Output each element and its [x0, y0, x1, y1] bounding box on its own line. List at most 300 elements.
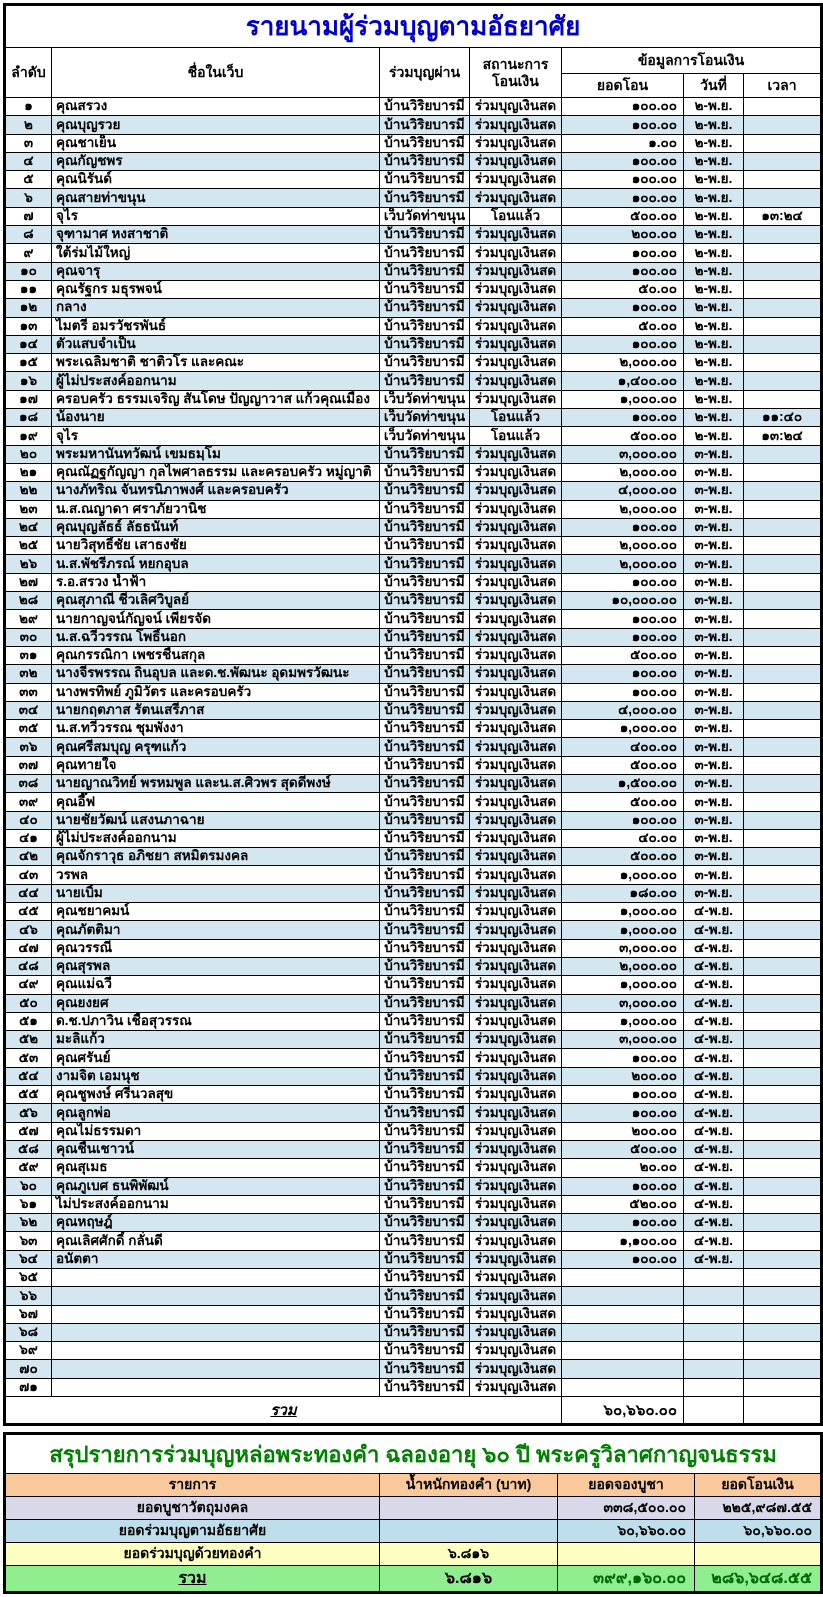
cell-name: นายกฤตภาส รัตนเสรีภาส: [52, 701, 380, 719]
table-row: [5, 1497, 822, 1520]
cell-name: น้องนาย: [52, 409, 380, 427]
cell-date: ๒-พ.ย.: [684, 134, 744, 152]
cell-status: ร่วมบุญเงินสด: [470, 482, 562, 500]
cell-index: ๑๒: [5, 299, 52, 317]
cell-time: [744, 189, 822, 207]
cell-name: งามจิต เอมนุช: [52, 1067, 380, 1085]
cell-amount: [562, 1342, 684, 1360]
table-row: [5, 939, 822, 957]
table-row: [5, 226, 822, 244]
cell-time: [744, 994, 822, 1012]
cell-time: [744, 1177, 822, 1195]
table-row: [5, 1031, 822, 1049]
cell-amount: ๒,๐๐๐.๐๐: [562, 354, 684, 372]
cell-amount: ๕๐๐.๐๐: [562, 793, 684, 811]
table-row: [5, 134, 822, 152]
cell-amount: ๒,๐๐๐.๐๐: [562, 463, 684, 481]
summary-total-row: [5, 1566, 822, 1593]
cell-amount: [562, 1305, 684, 1323]
cell-channel: เว็บวัดท่าขนุน: [380, 409, 470, 427]
cell-index: ๓๗: [5, 756, 52, 774]
cell-name: คุณหฤษฎ์: [52, 1214, 380, 1232]
table-row: [5, 354, 822, 372]
table-row: [5, 280, 822, 298]
cell-name: จุไร: [52, 207, 380, 225]
cell-index: ๗๐: [5, 1360, 52, 1378]
table-row: [5, 409, 822, 427]
cell-status: ร่วมบุญเงินสด: [470, 848, 562, 866]
cell-amount: ๑,๐๐๐.๐๐: [562, 720, 684, 738]
cell-name: คุณสายท่าขนุน: [52, 189, 380, 207]
cell-index: ๓๒: [5, 665, 52, 683]
cell-time: [744, 372, 822, 390]
table-row: [5, 116, 822, 134]
cell-time: [744, 1122, 822, 1140]
table-row: [5, 445, 822, 463]
cell-time: [744, 262, 822, 280]
cell-name: คุณณัฏฐกัญญา กุลไพศาลธรรม และครอบครัว หมู่ญาติ: [52, 463, 380, 481]
cell-channel: บ้านวิริยบารมี: [380, 1086, 470, 1104]
cell-index: ๔๗: [5, 939, 52, 957]
cell-booked: [558, 1543, 695, 1566]
cell-amount: ๑๐๐.๐๐: [562, 665, 684, 683]
cell-amount: ๑๐๐.๐๐: [562, 335, 684, 353]
summary-total-gold-weight: ๖.๘๑๖: [380, 1566, 558, 1593]
table-row: [5, 335, 822, 353]
cell-amount: ๒,๐๐๐.๐๐: [562, 957, 684, 975]
table-row: [5, 390, 822, 408]
table-row: [5, 1378, 822, 1396]
title-row: [5, 5, 822, 48]
cell-time: [744, 848, 822, 866]
col-header-status: สถานะการโอนเงิน: [470, 48, 562, 98]
cell-date: ๔-พ.ย.: [684, 921, 744, 939]
cell-status: ร่วมบุญเงินสด: [470, 317, 562, 335]
cell-date: ๔-พ.ย.: [684, 1104, 744, 1122]
cell-amount: ๑๐๐.๐๐: [562, 518, 684, 536]
cell-status: ร่วมบุญเงินสด: [470, 152, 562, 170]
cell-index: ๑๕: [5, 354, 52, 372]
cell-time: [744, 1104, 822, 1122]
cell-date: ๒-พ.ย.: [684, 207, 744, 225]
cell-name: [52, 1287, 380, 1305]
cell-channel: บ้านวิริยบารมี: [380, 280, 470, 298]
cell-amount: ๑๐๐.๐๐: [562, 1177, 684, 1195]
table-row: [5, 152, 822, 170]
cell-channel: บ้านวิริยบารมี: [380, 555, 470, 573]
cell-time: [744, 592, 822, 610]
cell-amount: ๒๐๐.๐๐: [562, 1122, 684, 1140]
cell-gold-weight: ๖.๘๑๖: [380, 1543, 558, 1566]
cell-time: [744, 957, 822, 975]
cell-time: [744, 1269, 822, 1287]
cell-channel: บ้านวิริยบารมี: [380, 1140, 470, 1158]
cell-time: [744, 354, 822, 372]
cell-status: ร่วมบุญเงินสด: [470, 1122, 562, 1140]
cell-name: คุณกรรณิกา เพชรชื่นสกุล: [52, 646, 380, 664]
table-row: [5, 427, 822, 445]
cell-status: ร่วมบุญเงินสด: [470, 1323, 562, 1341]
cell-date: ๒-พ.ย.: [684, 409, 744, 427]
cell-date: ๓-พ.ย.: [684, 646, 744, 664]
cell-status: ร่วมบุญเงินสด: [470, 1214, 562, 1232]
cell-date: ๔-พ.ย.: [684, 994, 744, 1012]
cell-date: ๒-พ.ย.: [684, 244, 744, 262]
cell-amount: ๑๐,๐๐๐.๐๐: [562, 592, 684, 610]
cell-time: [744, 280, 822, 298]
cell-channel: เว็บวัดท่าขนุน: [380, 390, 470, 408]
cell-amount: ๑๐๐.๐๐: [562, 811, 684, 829]
cell-name: คุณนิรันด์: [52, 171, 380, 189]
cell-index: ๑๓: [5, 317, 52, 335]
cell-date: ๓-พ.ย.: [684, 592, 744, 610]
cell-date: ๓-พ.ย.: [684, 482, 744, 500]
cell-index: ๒๐: [5, 445, 52, 463]
cell-amount: ๒,๐๐๐.๐๐: [562, 555, 684, 573]
cell-channel: บ้านวิริยบารมี: [380, 500, 470, 518]
cell-index: ๗๑: [5, 1378, 52, 1396]
cell-amount: ๑๐๐.๐๐: [562, 1104, 684, 1122]
cell-name: ร.อ.สรวง น้ำฟ้า: [52, 573, 380, 591]
cell-name: คุณสรวง: [52, 98, 380, 116]
cell-channel: บ้านวิริยบารมี: [380, 1287, 470, 1305]
cell-amount: ๑๐๐.๐๐: [562, 1250, 684, 1268]
cell-name: คุณจารุ: [52, 262, 380, 280]
cell-amount: ๑,๐๐๐.๐๐: [562, 390, 684, 408]
cell-name: กลาง: [52, 299, 380, 317]
cell-channel: บ้านวิริยบารมี: [380, 299, 470, 317]
cell-date: ๔-พ.ย.: [684, 1177, 744, 1195]
cell-time: [744, 573, 822, 591]
cell-name: คุณชื่นเชาวน์: [52, 1140, 380, 1158]
cell-amount: ๑๐๐.๐๐: [562, 116, 684, 134]
total-time-empty: [744, 1397, 822, 1425]
cell-date: ๓-พ.ย.: [684, 518, 744, 536]
cell-index: ๔๔: [5, 884, 52, 902]
table-row: [5, 1250, 822, 1268]
cell-index: ๑๖: [5, 372, 52, 390]
cell-index: ๓๑: [5, 646, 52, 664]
cell-index: ๕๘: [5, 1140, 52, 1158]
cell-name: คุณจักราวุธ อภิชยา สหมิตรมงคล: [52, 848, 380, 866]
cell-time: [744, 903, 822, 921]
cell-index: ๑๙: [5, 427, 52, 445]
cell-name: คุณไม่ธรรมดา: [52, 1122, 380, 1140]
cell-status: ร่วมบุญเงินสด: [470, 537, 562, 555]
cell-name: พระมหานันทวัฒน์ เขมธมฺโม: [52, 445, 380, 463]
cell-amount: ๑๘๐.๐๐: [562, 884, 684, 902]
cell-name: พระเฉลิมชาติ ชาติวโร และคณะ: [52, 354, 380, 372]
cell-channel: บ้านวิริยบารมี: [380, 1250, 470, 1268]
cell-status: ร่วมบุญเงินสด: [470, 189, 562, 207]
cell-name: คุณภัตติมา: [52, 921, 380, 939]
cell-name: มะลิแก้ว: [52, 1031, 380, 1049]
cell-time: [744, 665, 822, 683]
cell-index: ๖๐: [5, 1177, 52, 1195]
donor-table: [3, 3, 823, 1426]
cell-index: ๒๑: [5, 463, 52, 481]
cell-date: [684, 1323, 744, 1341]
cell-name: นางจีรพรรณ ถิ่นอุบล และด.ช.พัฒนะ อุดมพรวัฒนะ: [52, 665, 380, 683]
table-row: [5, 1195, 822, 1213]
cell-name: คุณกัญชพร: [52, 152, 380, 170]
cell-time: [744, 1287, 822, 1305]
cell-name: คุณบุญรวย: [52, 116, 380, 134]
table-row: [5, 98, 822, 116]
cell-gold-weight: [380, 1520, 558, 1543]
table-row: [5, 262, 822, 280]
table-row: [5, 317, 822, 335]
cell-time: [744, 1159, 822, 1177]
cell-status: ร่วมบุญเงินสด: [470, 1086, 562, 1104]
cell-status: โอนแล้ว: [470, 207, 562, 225]
cell-time: [744, 463, 822, 481]
cell-amount: ๑๐๐.๐๐: [562, 683, 684, 701]
table-row: [5, 1214, 822, 1232]
cell-status: ร่วมบุญเงินสด: [470, 1305, 562, 1323]
cell-status: ร่วมบุญเงินสด: [470, 573, 562, 591]
cell-channel: บ้านวิริยบารมี: [380, 1177, 470, 1195]
cell-time: [744, 683, 822, 701]
cell-transferred: ๖๐,๖๖๐.๐๐: [695, 1520, 822, 1543]
cell-time: [744, 1140, 822, 1158]
table-row: [5, 573, 822, 591]
cell-date: ๔-พ.ย.: [684, 1214, 744, 1232]
cell-date: [684, 1269, 744, 1287]
cell-status: ร่วมบุญเงินสด: [470, 555, 562, 573]
cell-time: [744, 244, 822, 262]
cell-date: ๒-พ.ย.: [684, 335, 744, 353]
cell-index: ๔๖: [5, 921, 52, 939]
table-row: [5, 1012, 822, 1030]
cell-date: ๔-พ.ย.: [684, 1140, 744, 1158]
table-row: [5, 537, 822, 555]
cell-time: [744, 1250, 822, 1268]
cell-time: [744, 390, 822, 408]
cell-status: โอนแล้ว: [470, 427, 562, 445]
cell-amount: [562, 1360, 684, 1378]
cell-time: [744, 1067, 822, 1085]
summary-total-transferred: ๒๘๖,๖๔๘.๕๕: [695, 1566, 822, 1593]
cell-name: ตัวแสบจำเป็น: [52, 335, 380, 353]
cell-index: ๔๐: [5, 811, 52, 829]
cell-index: ๓๐: [5, 628, 52, 646]
cell-amount: ๔,๐๐๐.๐๐: [562, 482, 684, 500]
cell-status: ร่วมบุญเงินสด: [470, 811, 562, 829]
cell-date: ๒-พ.ย.: [684, 390, 744, 408]
cell-index: ๑๔: [5, 335, 52, 353]
cell-status: ร่วมบุญเงินสด: [470, 171, 562, 189]
cell-time: [744, 921, 822, 939]
cell-channel: บ้านวิริยบารมี: [380, 610, 470, 628]
cell-time: [744, 1305, 822, 1323]
cell-name: คุณสุรพล: [52, 957, 380, 975]
cell-status: ร่วมบุญเงินสด: [470, 280, 562, 298]
cell-channel: บ้านวิริยบารมี: [380, 98, 470, 116]
cell-name: คุณสุเมธ: [52, 1159, 380, 1177]
cell-name: คุณอี๊ฟ: [52, 793, 380, 811]
cell-channel: บ้านวิริยบารมี: [380, 354, 470, 372]
cell-channel: บ้านวิริยบารมี: [380, 317, 470, 335]
cell-name: คุณเลิศศักดิ์ กลั่นดี: [52, 1232, 380, 1250]
cell-channel: บ้านวิริยบารมี: [380, 518, 470, 536]
cell-status: ร่วมบุญเงินสด: [470, 720, 562, 738]
cell-date: ๓-พ.ย.: [684, 774, 744, 792]
cell-name: ผู้ไม่ประสงค์ออกนาม: [52, 829, 380, 847]
cell-amount: ๔,๐๐๐.๐๐: [562, 701, 684, 719]
cell-index: ๖๖: [5, 1287, 52, 1305]
cell-amount: ๑๐๐.๐๐: [562, 189, 684, 207]
cell-status: ร่วมบุญเงินสด: [470, 592, 562, 610]
cell-name: คุณศรันย์: [52, 1049, 380, 1067]
table-row: [5, 189, 822, 207]
table-row: [5, 372, 822, 390]
cell-channel: บ้านวิริยบารมี: [380, 921, 470, 939]
table-row: [5, 1232, 822, 1250]
cell-index: ๒: [5, 116, 52, 134]
cell-status: ร่วมบุญเงินสด: [470, 610, 562, 628]
cell-channel: บ้านวิริยบารมี: [380, 866, 470, 884]
cell-time: [744, 445, 822, 463]
cell-status: ร่วมบุญเงินสด: [470, 1049, 562, 1067]
cell-index: ๕๐: [5, 994, 52, 1012]
cell-channel: บ้านวิริยบารมี: [380, 1104, 470, 1122]
cell-status: ร่วมบุญเงินสด: [470, 1232, 562, 1250]
donor-rows: [5, 98, 822, 1397]
table-row: [5, 463, 822, 481]
cell-status: ร่วมบุญเงินสด: [470, 299, 562, 317]
cell-date: ๓-พ.ย.: [684, 811, 744, 829]
cell-time: [744, 335, 822, 353]
total-row: [5, 1397, 822, 1425]
cell-name: [52, 1342, 380, 1360]
cell-channel: บ้านวิริยบารมี: [380, 171, 470, 189]
summary-table: [3, 1432, 823, 1594]
cell-index: ๔๕: [5, 903, 52, 921]
cell-name: [52, 1305, 380, 1323]
cell-date: ๔-พ.ย.: [684, 1195, 744, 1213]
cell-date: ๓-พ.ย.: [684, 720, 744, 738]
cell-channel: บ้านวิริยบารมี: [380, 957, 470, 975]
cell-channel: บ้านวิริยบารมี: [380, 116, 470, 134]
cell-name: นางพรทิพย์ ภูมิวัตร และครอบครัว: [52, 683, 380, 701]
cell-index: ๔๒: [5, 848, 52, 866]
cell-status: ร่วมบุญเงินสด: [470, 683, 562, 701]
cell-date: ๒-พ.ย.: [684, 152, 744, 170]
cell-channel: บ้านวิริยบารมี: [380, 793, 470, 811]
table-row: [5, 646, 822, 664]
cell-name: นางภัทริณ จันทรนิภาพงศ์ และครอบครัว: [52, 482, 380, 500]
cell-index: ๔: [5, 152, 52, 170]
cell-index: ๒๖: [5, 555, 52, 573]
cell-date: ๔-พ.ย.: [684, 903, 744, 921]
cell-name: คุณบุญลัธธ์ ลัธธนันท์: [52, 518, 380, 536]
cell-name: จุฑามาศ หงสาชาติ: [52, 226, 380, 244]
cell-date: ๔-พ.ย.: [684, 1031, 744, 1049]
cell-transferred: ๒๒๕,๙๘๗.๕๕: [695, 1497, 822, 1520]
cell-name: น.ส.ณญาดา ศราภัยวานิช: [52, 500, 380, 518]
cell-channel: บ้านวิริยบารมี: [380, 701, 470, 719]
cell-time: [744, 738, 822, 756]
cell-date: ๓-พ.ย.: [684, 445, 744, 463]
cell-index: ๕๗: [5, 1122, 52, 1140]
cell-index: ๑๘: [5, 409, 52, 427]
cell-index: ๓๖: [5, 738, 52, 756]
cell-booked: ๖๐,๖๖๐.๐๐: [558, 1520, 695, 1543]
cell-time: [744, 1195, 822, 1213]
table-row: [5, 903, 822, 921]
cell-name: จุไร: [52, 427, 380, 445]
cell-index: ๕๒: [5, 1031, 52, 1049]
cell-amount: ๑๐๐.๐๐: [562, 152, 684, 170]
cell-date: ๔-พ.ย.: [684, 976, 744, 994]
cell-transferred: [695, 1543, 822, 1566]
cell-date: ๓-พ.ย.: [684, 555, 744, 573]
cell-date: [684, 1287, 744, 1305]
cell-time: [744, 482, 822, 500]
cell-channel: บ้านวิริยบารมี: [380, 994, 470, 1012]
cell-name: น.ส.ฉวีวรรณ โพธิ์นอก: [52, 628, 380, 646]
cell-channel: บ้านวิริยบารมี: [380, 244, 470, 262]
cell-date: ๓-พ.ย.: [684, 610, 744, 628]
cell-index: ๔๑: [5, 829, 52, 847]
cell-status: ร่วมบุญเงินสด: [470, 500, 562, 518]
cell-amount: ๑,๐๐๐.๐๐: [562, 976, 684, 994]
cell-status: ร่วมบุญเงินสด: [470, 372, 562, 390]
cell-time: [744, 317, 822, 335]
cell-time: [744, 1232, 822, 1250]
cell-time: [744, 610, 822, 628]
cell-channel: บ้านวิริยบารมี: [380, 646, 470, 664]
cell-date: ๓-พ.ย.: [684, 793, 744, 811]
cell-index: ๙: [5, 244, 52, 262]
table-row: [5, 482, 822, 500]
cell-date: ๔-พ.ย.: [684, 957, 744, 975]
cell-amount: ๕๐๐.๐๐: [562, 1140, 684, 1158]
cell-date: ๒-พ.ย.: [684, 116, 744, 134]
cell-name: [52, 1323, 380, 1341]
cell-status: ร่วมบุญเงินสด: [470, 1269, 562, 1287]
cell-name: ผู้ไม่ประสงค์ออกนาม: [52, 372, 380, 390]
cell-amount: ๑๐๐.๐๐: [562, 1049, 684, 1067]
cell-status: ร่วมบุญเงินสด: [470, 1177, 562, 1195]
cell-channel: บ้านวิริยบารมี: [380, 189, 470, 207]
cell-name: คุณรัฐกร มธุรพจน์: [52, 280, 380, 298]
cell-time: [744, 1214, 822, 1232]
cell-status: ร่วมบุญเงินสด: [470, 226, 562, 244]
cell-status: ร่วมบุญเงินสด: [470, 1104, 562, 1122]
cell-channel: บ้านวิริยบารมี: [380, 774, 470, 792]
table-row: [5, 207, 822, 225]
cell-index: ๖: [5, 189, 52, 207]
cell-time: [744, 939, 822, 957]
table-row: [5, 683, 822, 701]
cell-channel: บ้านวิริยบารมี: [380, 1323, 470, 1341]
cell-amount: ๒,๐๐๐.๐๐: [562, 537, 684, 555]
summary-rows: [5, 1497, 822, 1566]
cell-status: ร่วมบุญเงินสด: [470, 1067, 562, 1085]
cell-index: ๕๕: [5, 1086, 52, 1104]
cell-channel: บ้านวิริยบารมี: [380, 1049, 470, 1067]
cell-item: ยอดร่วมบุญด้วยทองคำ: [5, 1543, 380, 1566]
cell-status: ร่วมบุญเงินสด: [470, 939, 562, 957]
cell-name: วรพล: [52, 866, 380, 884]
cell-time: [744, 646, 822, 664]
cell-date: ๒-พ.ย.: [684, 262, 744, 280]
cell-date: ๔-พ.ย.: [684, 1067, 744, 1085]
table-row: [5, 1269, 822, 1287]
cell-index: ๑๑: [5, 280, 52, 298]
